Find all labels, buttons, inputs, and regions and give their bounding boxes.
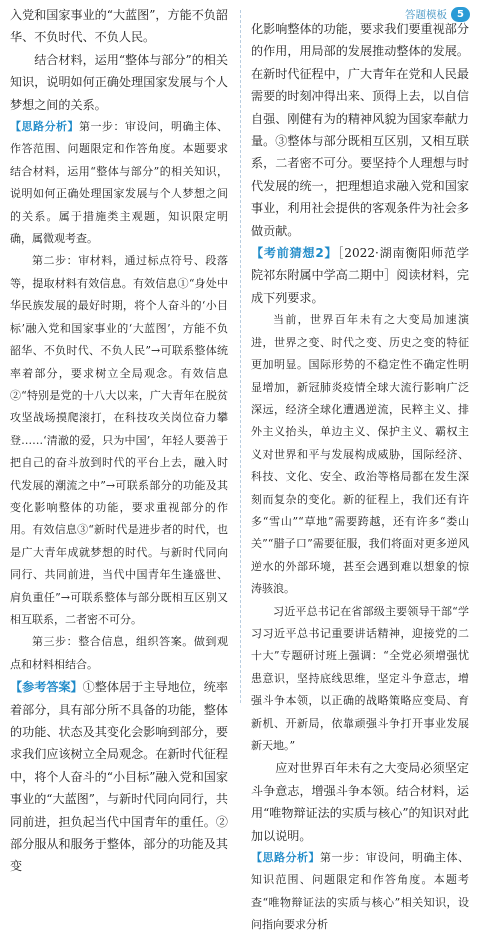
exam-question-intro [251,242,469,309]
analysis-step-3 [10,631,228,676]
paragraph [10,4,228,49]
paragraph-text: 化影响整体的功能，要求我们要重视部分的作用，用局部的发展推动整体的发展。在新时代征程中，广大青年在党和人民最需要的时刻冲得出来、顶得上去，以自信自强、刚健有为的精神风貌为国家奉献力量。③整体与部分既相互区别，又相互联系，二者密不可分。要坚持个人理想与时代发展的统一，把理想追求融入党和国家事业，利用社会提供的客观条件为社会多做贡献。 [251,22,469,238]
answer-paragraph [10,676,228,878]
question-paragraph [10,49,228,116]
paragraph-text: 入党和国家事业的“大蓝图”，方能不负韶华、不负时代、不负人民。 [10,8,228,45]
paragraph-text: 第一步：审设问，明确主体、知识范围、问题限定和作答角度。本题考查“唯物辩证法的实质与核心”相关知识，设问指向要求分析 [251,851,469,932]
header-label: 答题模板 [405,8,448,21]
page-number-badge: 5 [451,7,470,22]
right-column [251,18,469,937]
paragraph-text: ［2022·湖南衡阳师范学院祁东附属中学高二期中］阅读材料，完成下列要求。 [251,246,469,305]
paragraph-text: 结合材料，运用“整体与部分”的相关知识，说明如何正确处理国家发展与个人梦想之间的关系。 [10,52,228,112]
column-divider [240,10,241,703]
material-paragraph [251,601,469,758]
answer-tag: 【参考答案】 [10,680,83,695]
exam-guess-tag: 【考前猜想2】 [251,246,338,261]
paragraph-text: 当前，世界百年未有之大变局加速演进，世界之变、时代之变、历史之变的特征更加明显。国际形势的不稳定性不确定性明显增加，新冠肺炎疫情全球大流行影响广泛深远，经济全球化遭遇逆流，民粹主义、排外主义抬头，单边主义、保护主义、霸权主义对世界和平与发展构成威胁，国际经济、科技、文化、安全、政治等格局都在发生深刻而复杂的变化。新的征程上，我们还有许多“雪山”“草地”需要跨越，还有许多“娄山关”“腊子口”需要征服，我们将面对更多逆风逆水的外部环境，甚至会遇到难以想象的惊涛骇浪。 [251,313,469,596]
paragraph-text: ①整体居于主导地位，统率着部分，具有部分所不具备的功能，整体的功能、状态及其变化会影响到部分，要求我们应该树立全局观念。在新时代征程中，将个人奋斗的“小目标”融入党和国家事业的“大蓝图”，与新时代同向同行，共同前进，担负起当代中国青年的重任。②部分服从和服务于整体，部分的功能及其变 [10,680,228,874]
left-column [10,4,228,878]
paragraph-text: 第一步：审设问，明确主体、作答范围、问题限定和作答角度。本题要求结合材料，运用“整体与部分”的相关知识，说明如何正确处理国家发展与个人梦想之间的关系。属于措施类主观题，知识限定明确，属微观考查。 [10,120,228,246]
analysis-paragraph [251,847,469,937]
paragraph-text: 应对世界百年未有之大变局必须坚定斗争意志，增强斗争本领。结合材料，运用“唯物辩证法的实质与核心”的知识对此加以说明。 [251,761,469,843]
analysis-tag: 【思路分析】 [10,120,79,134]
paragraph-text: 第三步：整合信息，组织答案。做到观点和材料相结合。 [10,635,228,671]
paragraph-text: 习近平总书记在省部级主要领导干部“学习习近平总书记重要讲话精神，迎接党的二十大”专题研讨班上强调：“全党必须增强忧患意识，坚持底线思维，坚定斗争意志，增强斗争本领，以正确的战略策略应变局、育新机、开新局，依靠顽强斗争打开事业发展新天地。” [251,604,469,752]
answer-continuation [251,18,469,242]
question-paragraph [251,757,469,847]
material-paragraph [251,309,469,600]
paragraph-text: 第二步：审材料，通过标点符号、段落等，提取材料有效信息。有效信息①“身处中华民族发展的最好时期，将个人奋斗的‘小目标’融入党和国家事业的‘大蓝图’，方能不负韶华、不负时代、不负人民”→可联系整体统率着部分，要求树立全局观念。有效信息②“特别是党的十八大以来，广大青年在脱贫攻坚战场摸爬滚打，在科技攻关岗位奋力攀登……‘清澈的爱，只为中国’，年轻人要善于把自己的奋斗放到时代的平台上去，融入时代发展的潮流之中”→可联系部分的功能及其变化影响整体的功能，要求重视部分的作用。有效信息③“新时代是进步者的时代，也是广大青年成就梦想的时代。与新时代同向同行、共同前进，当代中国青年生逢盛世、肩负重任”→可联系整体与部分既相互区别又相互联系，二者密不可分。 [10,254,228,626]
analysis-tag: 【思路分析】 [251,851,320,865]
analysis-paragraph [10,116,228,250]
analysis-step-2 [10,250,228,631]
